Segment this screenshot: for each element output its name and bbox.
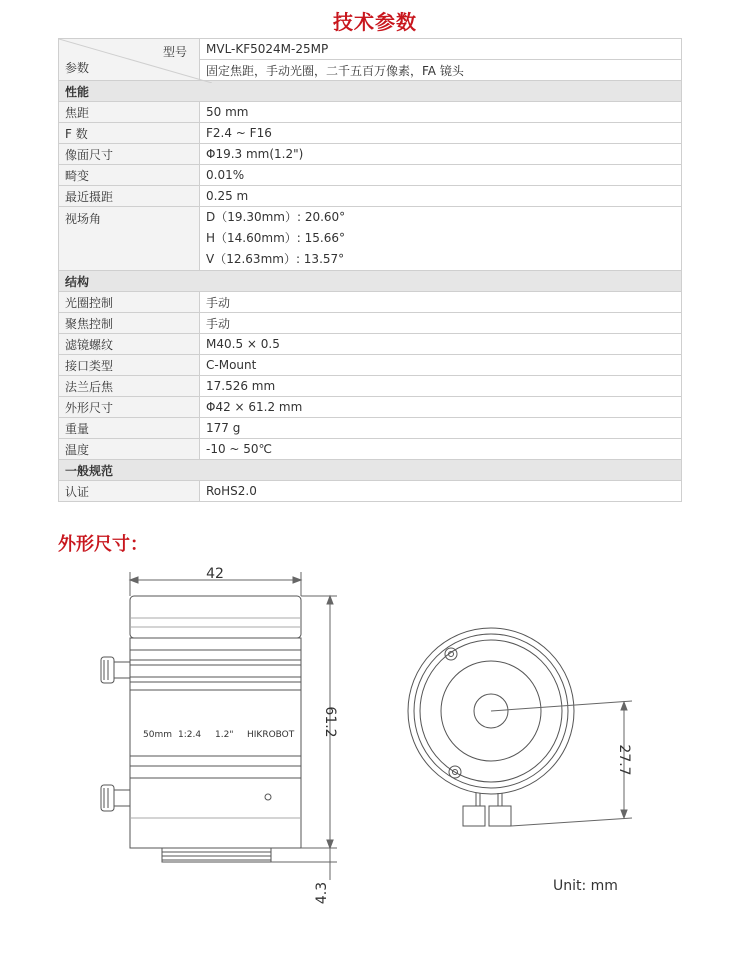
row-value: 0.01% (200, 165, 682, 186)
section-performance: 性能 (59, 81, 682, 102)
row-value: 17.526 mm (200, 376, 682, 397)
fov-line: V（12.63mm）: 13.57° (206, 252, 345, 266)
row-value: F2.4 ~ F16 (200, 123, 682, 144)
row-value: 50 mm (200, 102, 682, 123)
row-key: 认证 (59, 481, 200, 502)
lens-marking-brand: HIKROBOT (247, 730, 295, 740)
header-model-label: 型号 (162, 45, 187, 59)
unit-label: Unit: mm (553, 878, 618, 894)
row-value: -10 ~ 50℃ (200, 439, 682, 460)
row-value: Φ19.3 mm(1.2") (200, 144, 682, 165)
row-value: M40.5 × 0.5 (200, 334, 682, 355)
row-value: Φ42 × 61.2 mm (200, 397, 682, 418)
lock-screw-bottom (101, 785, 130, 811)
row-key: F 数 (59, 123, 200, 144)
row-value: C-Mount (200, 355, 682, 376)
row-key: 焦距 (59, 102, 200, 123)
section-structure: 结构 (59, 271, 682, 292)
row-key: 像面尺寸 (59, 144, 200, 165)
header-param-label: 参数 (65, 61, 90, 75)
row-value: 手动 (200, 292, 682, 313)
row-key: 光圈控制 (59, 292, 200, 313)
row-key: 重量 (59, 418, 200, 439)
lens-marking-aperture: 1:2.4 (178, 730, 202, 740)
row-value: 手动 (200, 313, 682, 334)
lens-marking-format: 1.2" (215, 730, 234, 740)
offset-label: 27.7 (616, 744, 632, 776)
row-key: 接口类型 (59, 355, 200, 376)
page-title: 技术参数 (333, 10, 417, 34)
section-general: 一般规范 (59, 460, 682, 481)
row-key: 法兰后焦 (59, 376, 200, 397)
row-value: 177 g (200, 418, 682, 439)
row-key: 最近摄距 (59, 186, 200, 207)
width-label: 42 (206, 566, 224, 582)
lens-front-view (408, 628, 574, 826)
dimensions-title: 外形尺寸： (58, 534, 148, 555)
lock-screw-top (101, 657, 130, 683)
row-value: RoHS2.0 (200, 481, 682, 502)
row-key: 视场角 (59, 207, 200, 271)
row-key: 畸变 (59, 165, 200, 186)
fov-line: D（19.30mm）: 20.60° (206, 210, 346, 224)
lens-side-view (130, 596, 301, 862)
model-value: MVL-KF5024M-25MP (200, 39, 682, 60)
row-key: 滤镜螺纹 (59, 334, 200, 355)
lens-marking-focal: 50mm (143, 730, 172, 740)
row-key: 外形尺寸 (59, 397, 200, 418)
model-description: 固定焦距，手动光圈，二千五百万像素，FA 镜头 (200, 60, 682, 81)
length-label: 61.2 (322, 706, 338, 738)
row-key: 聚焦控制 (59, 313, 200, 334)
row-key: 温度 (59, 439, 200, 460)
mount-label: 4.3 (314, 881, 330, 905)
fov-line: H（14.60mm）: 15.66° (206, 231, 345, 245)
row-value: 0.25 m (200, 186, 682, 207)
